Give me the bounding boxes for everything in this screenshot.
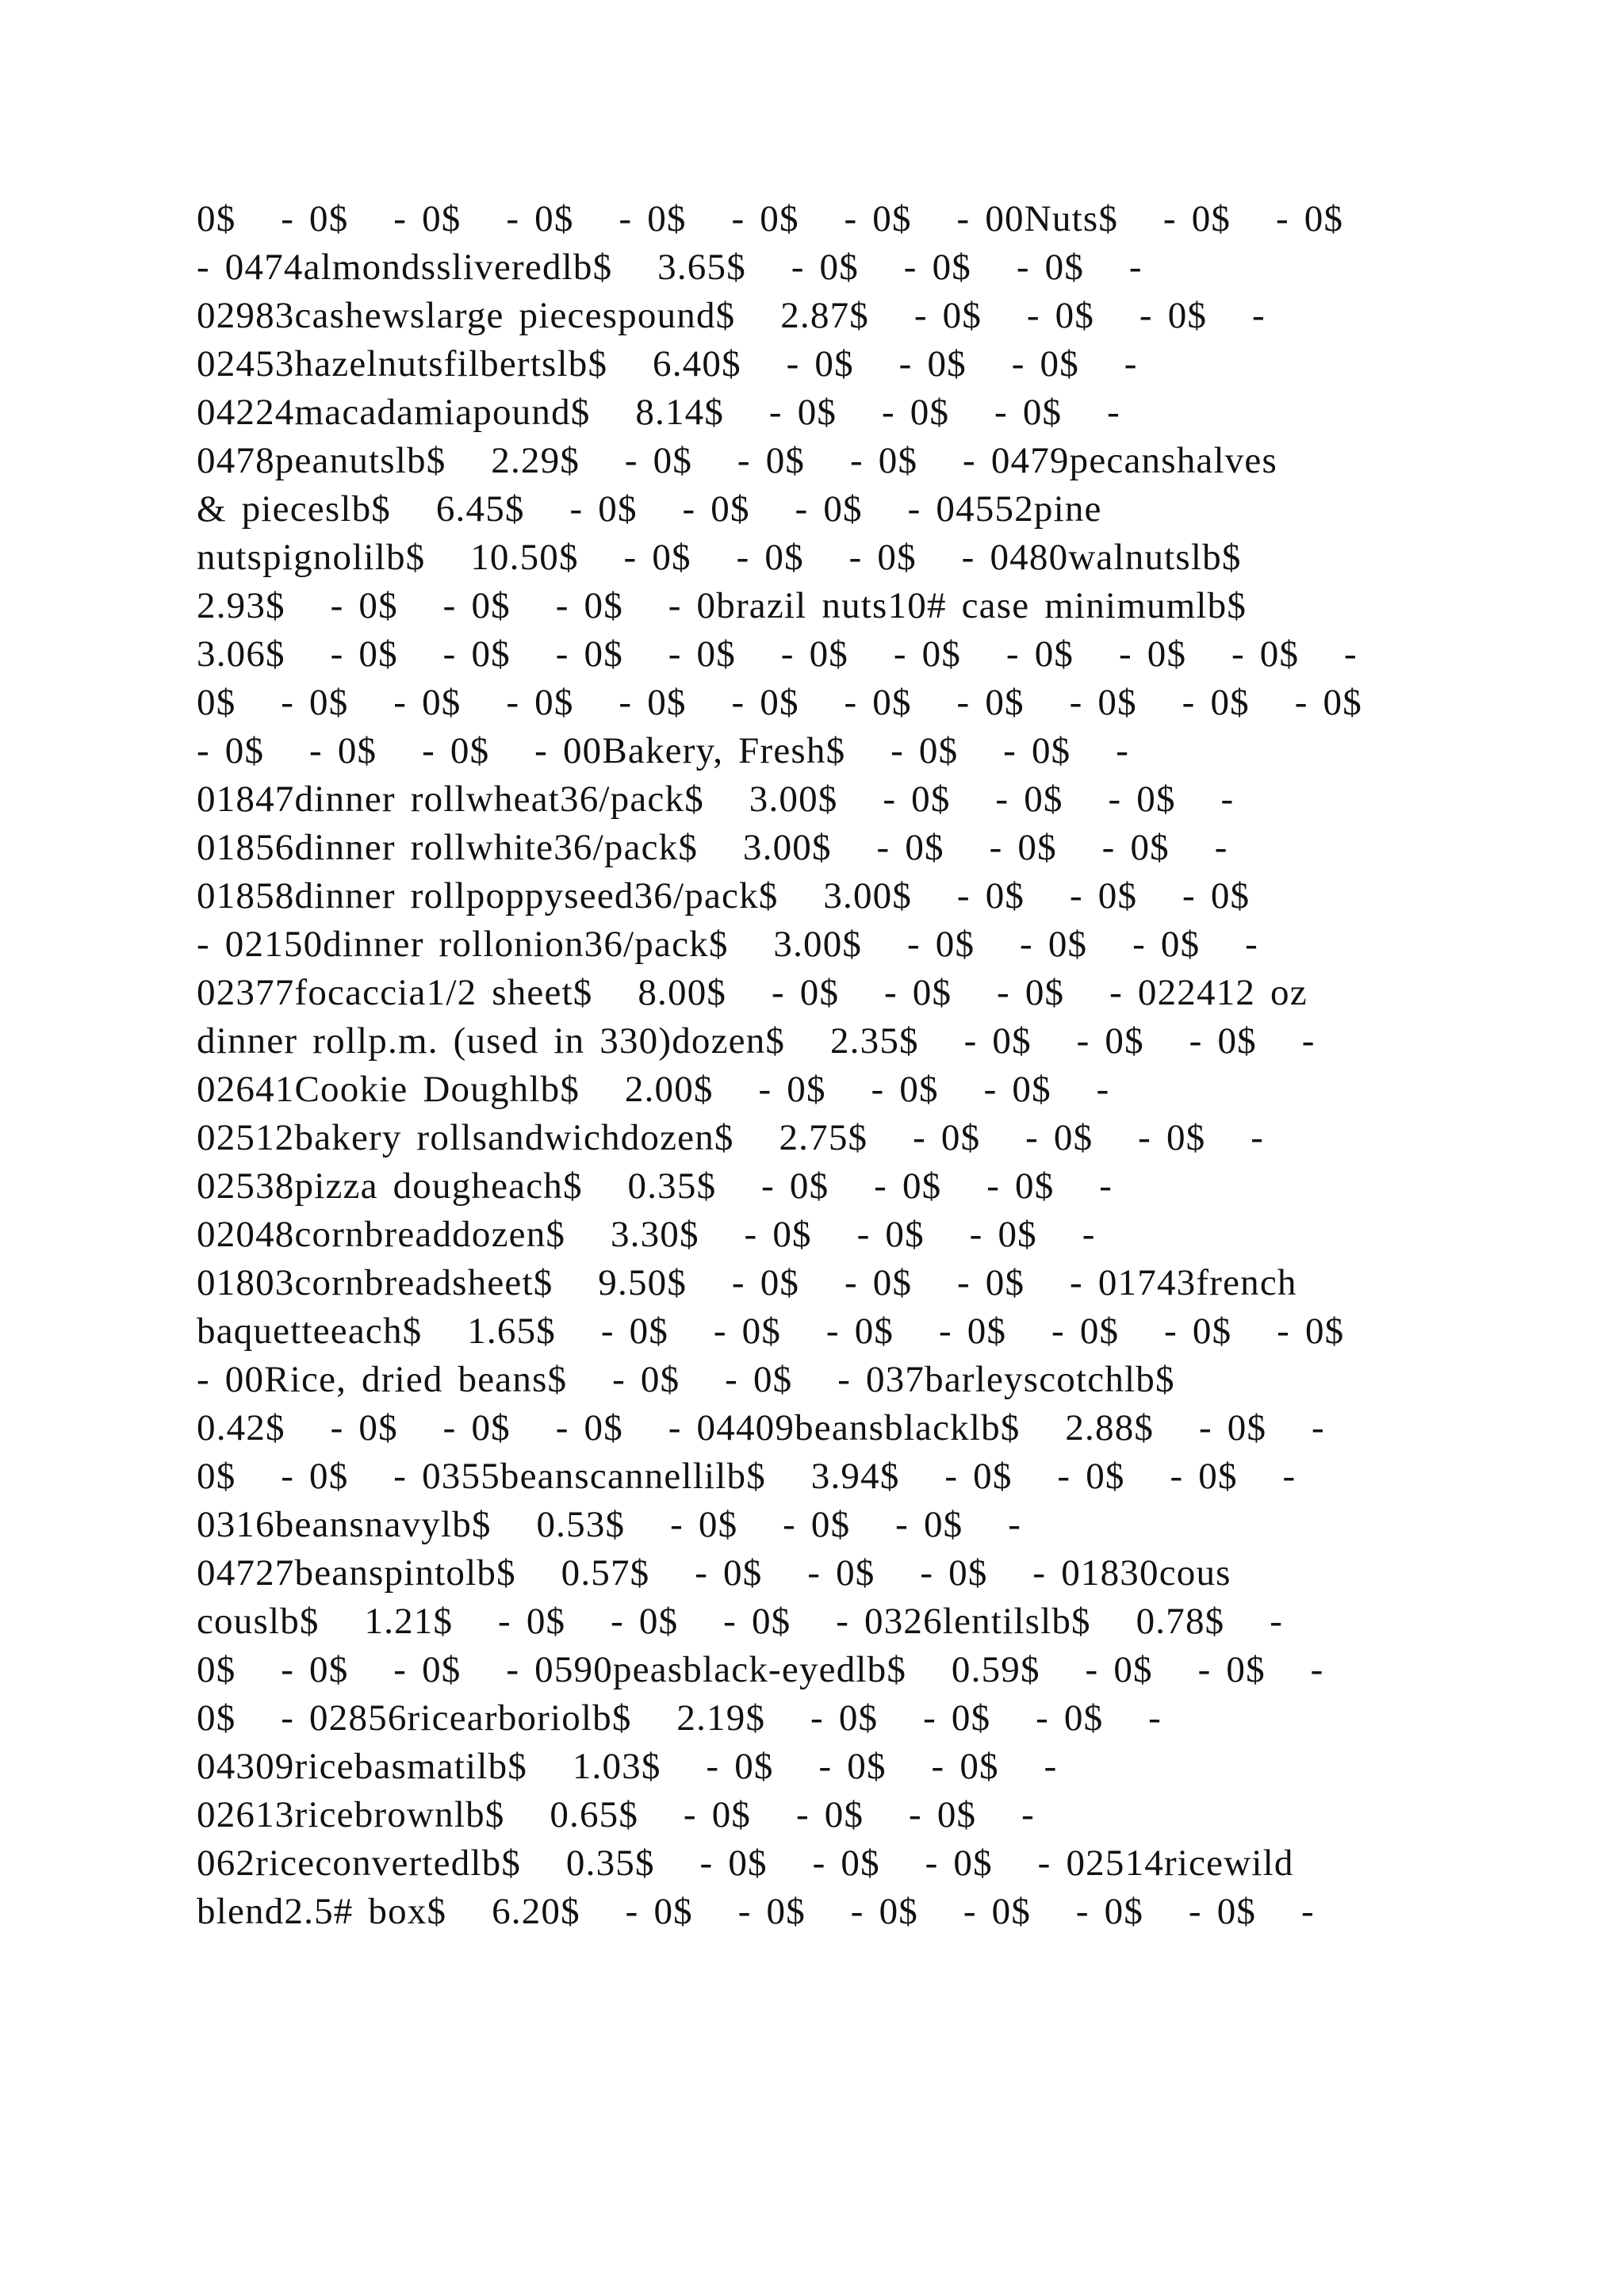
text-line: 02983cashewslarge piecespound$ 2.87$ - 0$ - 0$ - 0$ - (197, 295, 1266, 336)
text-line: 0$ - 0$ - 0355beanscannellilb$ 3.94$ - 0$ - 0$ - 0$ - (197, 1456, 1297, 1497)
text-line: & pieceslb$ 6.45$ - 0$ - 0$ - 0$ - 04552pine (197, 488, 1102, 530)
text-line: - 0$ - 0$ - 0$ - 00Bakery, Fresh$ - 0$ - 0$ - (197, 730, 1130, 771)
text-line: 04309ricebasmatilb$ 1.03$ - 0$ - 0$ - 0$ - (197, 1746, 1058, 1787)
text-line: couslb$ 1.21$ - 0$ - 0$ - 0$ - 0326lentilslb$ 0.78$ - (197, 1601, 1284, 1642)
text-line: 02538pizza dougheach$ 0.35$ - 0$ - 0$ - 0$ - (197, 1165, 1113, 1207)
text-line: - 0474almondssliveredlb$ 3.65$ - 0$ - 0$ - 0$ - (197, 247, 1143, 288)
text-line: - 00Rice, dried beans$ - 0$ - 0$ - 037barleyscotchlb$ (197, 1359, 1175, 1400)
text-line: 0$ - 0$ - 0$ - 0$ - 0$ - 0$ - 0$ - 00Nuts$ - 0$ - 0$ (197, 198, 1344, 239)
text-line: baquetteeach$ 1.65$ - 0$ - 0$ - 0$ - 0$ - 0$ - 0$ - 0$ (197, 1311, 1345, 1352)
text-line: dinner rollp.m. (used in 330)dozen$ 2.35$ - 0$ - 0$ - 0$ - (197, 1020, 1316, 1062)
text-line: 0316beansnavylb$ 0.53$ - 0$ - 0$ - 0$ - (197, 1504, 1022, 1545)
text-line: 02048cornbreaddozen$ 3.30$ - 0$ - 0$ - 0$ - (197, 1214, 1096, 1255)
text-line: 02512bakery rollsandwichdozen$ 2.75$ - 0$ - 0$ - 0$ - (197, 1117, 1265, 1158)
text-line: 0$ - 0$ - 0$ - 0$ - 0$ - 0$ - 0$ - 0$ - 0$ - 0$ - 0$ (197, 682, 1362, 723)
text-line: 0$ - 0$ - 0$ - 0590peasblack-eyedlb$ 0.59$ - 0$ - 0$ - (197, 1649, 1324, 1690)
text-line: 01803cornbreadsheet$ 9.50$ - 0$ - 0$ - 0$ - 01743french (197, 1262, 1297, 1303)
text-line: nutspignolilb$ 10.50$ - 0$ - 0$ - 0$ - 0480walnutslb$ (197, 537, 1242, 578)
text-line: 01847dinner rollwheat36/pack$ 3.00$ - 0$ - 0$ - 0$ - (197, 779, 1235, 820)
text-line: blend2.5# box$ 6.20$ - 0$ - 0$ - 0$ - 0$ - 0$ - 0$ - (197, 1891, 1315, 1932)
text-line: 0478peanutslb$ 2.29$ - 0$ - 0$ - 0$ - 0479pecanshalves (197, 440, 1277, 481)
text-line: 02377focaccia1/2 sheet$ 8.00$ - 0$ - 0$ - 0$ - 022412 oz (197, 972, 1308, 1013)
document-body-text (197, 195, 1450, 1936)
text-line: 2.93$ - 0$ - 0$ - 0$ - 0brazil nuts10# case minimumlb$ (197, 585, 1247, 626)
text-line: 02613ricebrownlb$ 0.65$ - 0$ - 0$ - 0$ - (197, 1794, 1035, 1835)
text-line: 02641Cookie Doughlb$ 2.00$ - 0$ - 0$ - 0$ - (197, 1069, 1110, 1110)
text-line: 3.06$ - 0$ - 0$ - 0$ - 0$ - 0$ - 0$ - 0$ - 0$ - 0$ - (197, 633, 1358, 675)
text-line: - 02150dinner rollonion36/pack$ 3.00$ - 0$ - 0$ - 0$ - (197, 924, 1258, 965)
text-line: 04727beanspintolb$ 0.57$ - 0$ - 0$ - 0$ - 01830cous (197, 1552, 1231, 1594)
text-line: 04224macadamiapound$ 8.14$ - 0$ - 0$ - 0$ - (197, 392, 1120, 433)
text-line: 02453hazelnutsfilbertslb$ 6.40$ - 0$ - 0$ - 0$ - (197, 343, 1138, 385)
text-line: 01858dinner rollpoppyseed36/pack$ 3.00$ - 0$ - 0$ - 0$ (197, 875, 1251, 916)
text-line: 0.42$ - 0$ - 0$ - 0$ - 04409beansblacklb$ 2.88$ - 0$ - (197, 1407, 1325, 1448)
text-line: 0$ - 02856ricearboriolb$ 2.19$ - 0$ - 0$ - 0$ - (197, 1697, 1162, 1739)
text-line: 01856dinner rollwhite36/pack$ 3.00$ - 0$ - 0$ - 0$ - (197, 827, 1228, 868)
text-line: 062riceconvertedlb$ 0.35$ - 0$ - 0$ - 0$ - 02514ricewild (197, 1843, 1294, 1884)
